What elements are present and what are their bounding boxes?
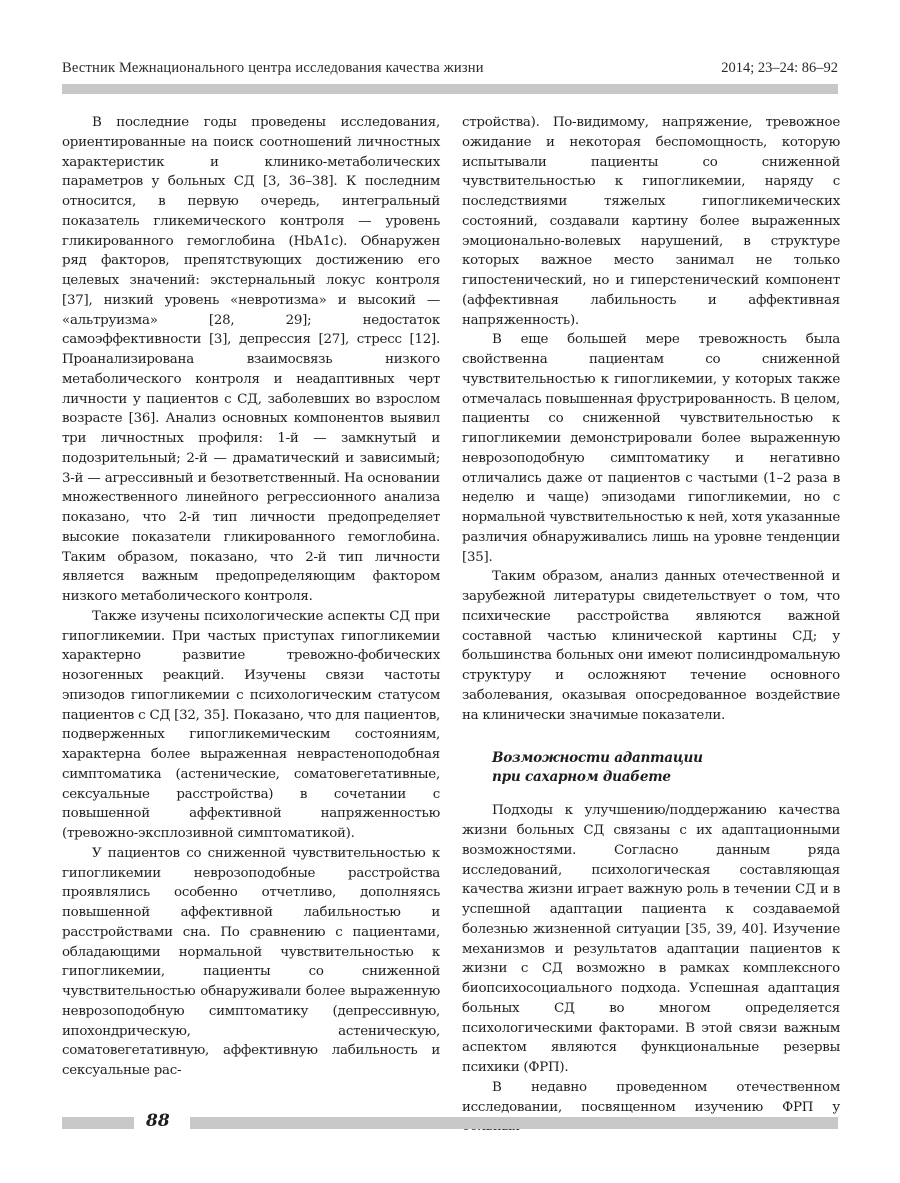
running-header <box>62 56 838 80</box>
section-heading-line: при сахарном диабете <box>492 769 671 786</box>
footer-bar-left <box>62 1117 134 1129</box>
paragraph: В еще большей мере тревожность была свойственна пациентам со сниженной чувствительностью к гипогликемии, у которых также отмечалась повышенная фрустрированность. В целом, пациенты со сниженной чувствительностью к гипогликемии демонстрировали более выраженную неврозоподобную симптоматику и негативно отличались даже от пациентов с частыми (1–2 раза в неделю и чаще) эпизодами гипогликемии, но с нормальной чувствительностью к ней, хотя указанные различия обнаруживались лишь на уровне тенденции [35]. <box>462 332 841 565</box>
issue-reference: 2014; 23–24: 86–92 <box>721 60 838 76</box>
footer-bar-right <box>190 1117 838 1129</box>
paragraph: Также изучены психологические аспекты СД при гипогликемии. При частых приступах гипогликемии характерно развитие тревожно-фобических нозогенных реакций. Изучены связи частоты эпизодов гипогликемии с психологическим статусом пациентов с СД [32, 35]. Показано, что для пациентов, подверженных гипогликемическим состояниям, характерна более выраженная неврастеноподобная симптоматика (астенические, соматовегетативные, сексуальные расстройства) в сочетании с повышенной аффективной напряженностью (тревожно-эксплозивной симптоматикой). <box>62 608 440 841</box>
paragraph: Таким образом, анализ данных отечественной и зарубежной литературы свидетельствует о том, что психические расстройства являются важной составной частью клинической картины СД; у большинства больных они имеют полисиндромальную структуру и осложняют течение основного заболевания, оказывая опосредованное воздействие на клинически значимые показатели. <box>462 569 840 723</box>
section-heading-line: Возможности адаптации <box>492 750 703 767</box>
page-number: 88 <box>146 1111 170 1131</box>
paragraph: В недавно проведенном отечественном исследовании, посвященном изучению ФРП у <box>462 1079 840 1115</box>
right-column <box>462 113 840 1137</box>
section-heading <box>492 749 840 787</box>
journal-title: Вестник Межнационального центра исследования качества жизни <box>62 60 484 76</box>
paragraph: В последние годы проведены исследования, ориентированные на поиск соотношений личностных характеристик и клинико-метаболических параметров у больных СД [3, 36–38]. К последним относится, в первую очередь, интегральный показатель гликемического контроля — уровень гликированного гемоглобина (HbA1c). Обнаружен ряд факторов, препятствующих достижению его целевых значений: экстернальный локус контроля [37], низкий уровень «невротизма» и высокий — «альтруизма» [28, 29]; недостаток самоэффективности [3], депрессия [27], стресс [12]. Проанализирована взаимосвязь низкого метаболического контроля и неадаптивных черт личности у пациентов с СД, заболевших во взрослом возрасте [36]. Анализ основных компонентов выявил три личностных профиля: 1-й — замкнутый и подозрительный; 2-й — драматический и зависимый; 3-й — агрессивный и безответственный. На основании множественного линейного регрессионного анализа показано, что 2-й тип личности предопределяет высокие показатели гликированного гемоглобина. Таким образом, показано, что 2-й тип личности является важным предопределяющим фактором низкого метаболического контроля. <box>62 115 440 604</box>
header-rule <box>62 84 838 94</box>
left-column <box>62 113 440 1081</box>
paragraph: У пациентов со сниженной чувствительностью к гипогликемии неврозоподобные расстройства проявлялись особенно отчетливо, дополняясь повышенной аффективной лабильностью и расстройствами сна. По сравнению с пациентами, обладающими нормальной чувствительностью к гипогликемии, пациенты со сниженной чувствительностью обнаруживали более выраженную неврозоподобную симптоматику (депрессивную, ипохондрическую, астеническую, соматовегетативную, аффективную лабильность и сексуальные рас- <box>62 845 440 1078</box>
paragraph: Подходы к улучшению/поддержанию качества жизни больных СД связаны с их адаптационными возможностями. Согласно данным ряда исследований, психологическая составляющая качества жизни играет важную роль в течении СД и в успешной адаптации пациента к создаваемой болезнью жизненной ситуации [35, 39, 40]. Изучение механизмов и результатов адаптации пациентов к жизни с СД возможно в рамках комплексного биопсихосоциального подхода. Успешная адаптация больных СД во многом определяется психологическими факторами. В этой связи важным аспектом являются функциональные резервы психики (ФРП). <box>462 803 840 1075</box>
paragraph-continuation: стройства). По-видимому, напряжение, тревожное ожидание и некоторая беспомощность, которую испытывали пациенты со сниженной чувствительностью к гипогликемии, наряду с последствиями тяжелых гипогликемических состояний, создавали картину более выраженных эмоционально-волевых нарушений, в структуре которых важное место занимал не только гипостенический, но и гиперстенический компонент (аффективная лабильность и аффективная напряженность). <box>462 115 840 328</box>
